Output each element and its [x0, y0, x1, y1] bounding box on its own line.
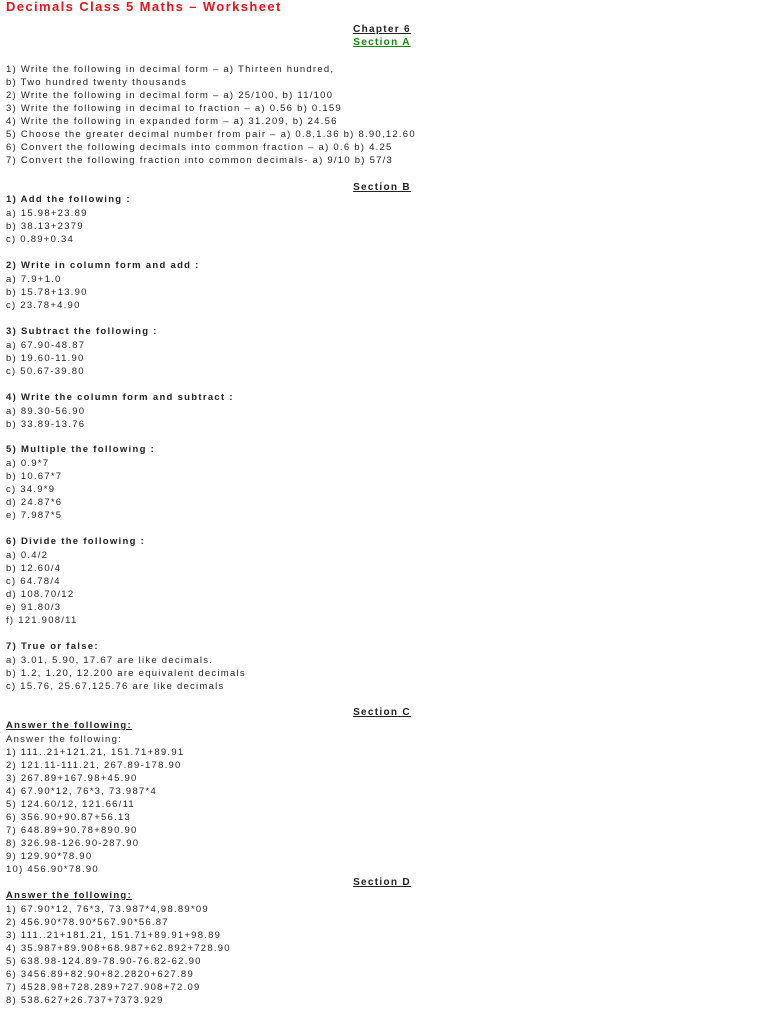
question-item: c) 15.76, 25.67,125.76 are like decimals	[6, 681, 225, 692]
question-item: a) 7.9+1.0	[6, 274, 62, 285]
question-item: c) 0.89+0.34	[6, 234, 75, 245]
question-item: a) 3.01, 5.90, 17.67 are like decimals.	[6, 655, 214, 666]
question-item: e) 91.80/3	[6, 602, 62, 613]
section-a-item: 2) Write the following in decimal form – a) 25/100, b) 11/100	[6, 90, 334, 101]
question-heading: 5) Multiple the following :	[6, 444, 156, 455]
question-item: e) 7.987*5	[6, 510, 63, 521]
section-a-item: 3) Write the following in decimal to fraction – a) 0.56 b) 0.159	[6, 103, 342, 114]
question-item: c) 64.78/4	[6, 576, 61, 587]
page-title: Decimals Class 5 Maths – Worksheet	[6, 0, 282, 14]
section-d-subheading: Answer the following:	[6, 890, 132, 901]
question-heading: 1) Add the following :	[6, 194, 131, 205]
question-item: b) 15.78+13.90	[6, 287, 88, 298]
section-a-heading: Section A	[353, 37, 411, 48]
question-item: d) 108.70/12	[6, 589, 75, 600]
question-heading: 3) Subtract the following :	[6, 326, 158, 337]
section-c-intro: Answer the following:	[6, 734, 123, 745]
section-c-item: 5) 124.60/12, 121.66/11	[6, 799, 135, 810]
section-c-subheading: Answer the following:	[6, 720, 132, 731]
section-d-item: 1) 67.90*12, 76*3, 73.987*4,98.89*09	[6, 904, 209, 915]
question-item: b) 33.89-13.76	[6, 419, 86, 430]
section-c-item: 2) 121.11-111.21, 267.89-178.90	[6, 760, 182, 771]
question-item: c) 23.78+4.90	[6, 300, 81, 311]
section-d-item: 4) 35.987+89.908+68.987+62.892+728.90	[6, 943, 231, 954]
section-c-item: 7) 648.89+90.78+890.90	[6, 825, 138, 836]
question-item: a) 0.4/2	[6, 550, 49, 561]
question-heading: 7) True or false:	[6, 641, 99, 652]
section-c-item: 3) 267.89+167.98+45.90	[6, 773, 138, 784]
question-item: b) 38.13+2379	[6, 221, 84, 232]
section-d-item: 8) 538.627+26.737+7373.929	[6, 995, 164, 1006]
question-item: c) 34.9*9	[6, 484, 56, 495]
section-d-item: 2) 456.90*78.90*567.90*56.87	[6, 917, 169, 928]
chapter-heading: Chapter 6	[353, 24, 411, 35]
question-item: a) 67.90-48.87	[6, 340, 86, 351]
question-item: b) 19.60-11.90	[6, 353, 85, 364]
section-a-item: 5) Choose the greater decimal number from pair – a) 0.8,1.36 b) 8.90,12.60	[6, 129, 416, 140]
question-heading: 4) Write the column form and subtract :	[6, 392, 234, 403]
question-item: b) 1.2, 1.20, 12.200 are equivalent decimals	[6, 668, 246, 679]
question-item: a) 0.9*7	[6, 458, 50, 469]
section-c-heading: Section C	[353, 707, 411, 718]
question-item: f) 121.908/11	[6, 615, 78, 626]
section-d-item: 5) 638.98-124.89-78.90-76.82-62.90	[6, 956, 202, 967]
section-a-item: 1) Write the following in decimal form – a) Thirteen hundred,	[6, 64, 335, 75]
section-c-item: 8) 326.98-126.90-287.90	[6, 838, 140, 849]
section-a-item: b) Two hundred twenty thousands	[6, 77, 188, 88]
section-d-item: 7) 4528.98+728.289+727.908+72.09	[6, 982, 201, 993]
question-item: b) 10.67*7	[6, 471, 63, 482]
question-item: d) 24.87*6	[6, 497, 63, 508]
section-d-heading: Section D	[353, 877, 411, 888]
section-c-item: 9) 129.90*78.90	[6, 851, 93, 862]
section-a-item: 6) Convert the following decimals into common fraction – a) 0.6 b) 4.25	[6, 142, 393, 153]
question-heading: 2) Write in column form and add :	[6, 260, 200, 271]
section-d-item: 3) 111..21+181.21, 151.71+89.91+98.89	[6, 930, 222, 941]
section-d-item: 6) 3456.89+82.90+82.2820+627.89	[6, 969, 194, 980]
section-c-item: 4) 67.90*12, 76*3, 73.987*4	[6, 786, 158, 797]
question-item: b) 12.60/4	[6, 563, 62, 574]
section-c-item: 6) 356.90+90.87+56.13	[6, 812, 132, 823]
question-heading: 6) Divide the following :	[6, 536, 146, 547]
question-item: c) 50.67-39.80	[6, 366, 85, 377]
question-item: a) 15.98+23.89	[6, 208, 88, 219]
question-item: a) 89.30-56.90	[6, 406, 86, 417]
section-a-item: 4) Write the following in expanded form – a) 31.209, b) 24.56	[6, 116, 338, 127]
section-a-item: 7) Convert the following fraction into common decimals- a) 9/10 b) 57/3	[6, 155, 394, 166]
section-c-item: 10) 456.90*78.90	[6, 864, 99, 875]
section-c-item: 1) 111..21+121.21, 151.71+89.91	[6, 747, 185, 758]
section-b-heading: Section B	[353, 182, 411, 193]
